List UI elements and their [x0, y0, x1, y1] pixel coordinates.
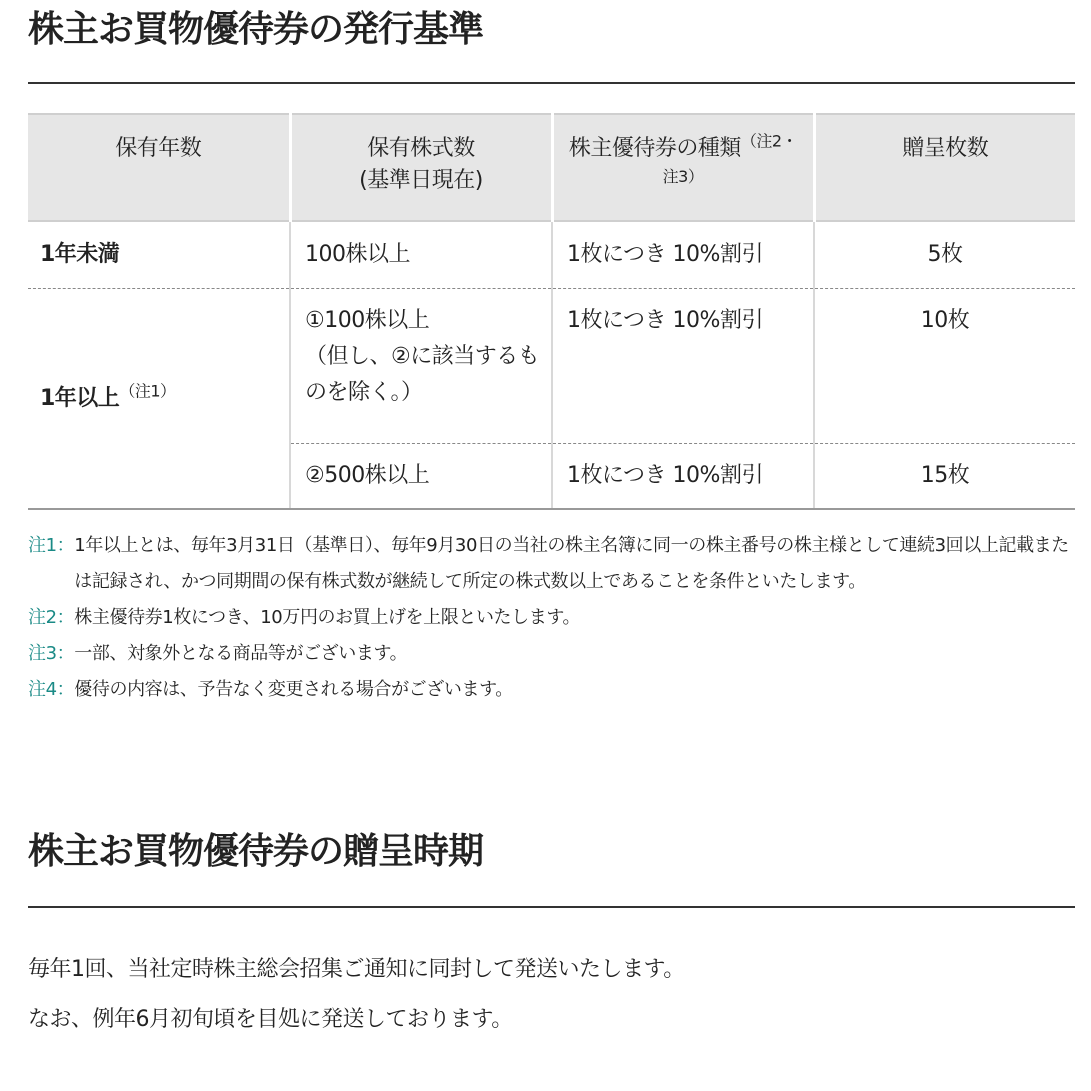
presentation-timing-title: 株主お買物優待券の贈呈時期 — [28, 831, 484, 872]
years-cell: 1年以上$^{(注1)}$ — [28, 289, 290, 510]
header-shares: 保有株式数 (基準日現在) — [290, 114, 552, 221]
title-divider — [28, 82, 1075, 84]
years-note: （注1） — [119, 381, 176, 401]
type-cell: 1枚につき 10%割引 — [552, 221, 814, 289]
note-item — [28, 528, 1075, 600]
count-cell: 15枚 — [814, 444, 1075, 510]
table-row — [28, 221, 1075, 289]
table-row — [28, 289, 1075, 444]
timing-text — [28, 945, 685, 1045]
note-item — [28, 672, 1075, 708]
shares-cell: ①100株以上 （但し、②に該当するも のを除く。） — [290, 289, 552, 444]
shares-cell: 100株以上 — [290, 221, 552, 289]
count-cell: 10枚 — [814, 289, 1075, 444]
note-text: 一部、対象外となる商品等がございます。 — [74, 643, 408, 664]
type-cell: 1枚につき 10%割引 — [552, 289, 814, 444]
note-label: 注1： — [28, 535, 75, 556]
header-years: 保有年数 — [28, 114, 290, 221]
note-label: 注3： — [28, 643, 75, 664]
note-label: 注4： — [28, 679, 75, 700]
note-text: 1年以上とは、毎年3月31日（基準日）、毎年9月30日の当社の株主名簿に同一の株主番号の株主様として連続3回以上記載または記録され、かつ同期間の保有株式数が継続して所定の株式数以上であることを条件といたします。 — [74, 535, 1069, 592]
note-text: 株主優待券1枚につき、10万円のお買上げを上限といたします。 — [74, 607, 581, 628]
table-header-row — [28, 114, 1075, 221]
note-item — [28, 636, 1075, 672]
note-text: 優待の内容は、予告なく変更される場合がございます。 — [74, 679, 513, 700]
issue-criteria-title: 株主お買物優待券の発行基準 — [28, 9, 484, 50]
title-divider — [28, 906, 1075, 908]
note-item — [28, 600, 1075, 636]
count-cell: 5枚 — [814, 221, 1075, 289]
benefit-table — [28, 113, 1075, 510]
header-type: 株主優待券の種類$^{(注2・}$ 注3） — [552, 114, 814, 221]
note-label: 注2： — [28, 607, 75, 628]
header-count: 贈呈枚数 — [814, 114, 1075, 221]
header-type-note: （注2・ — [740, 131, 798, 151]
years-cell: 1年未満 — [28, 221, 290, 289]
type-cell: 1枚につき 10%割引 — [552, 444, 814, 510]
timing-line: 毎年1回、当社定時株主総会招集ご通知に同封して発送いたします。 — [28, 957, 685, 982]
notes-list — [28, 528, 1075, 708]
shares-cell: ②500株以上 — [290, 444, 552, 510]
timing-line: なお、例年6月初旬頃を目処に発送しております。 — [28, 1007, 513, 1032]
